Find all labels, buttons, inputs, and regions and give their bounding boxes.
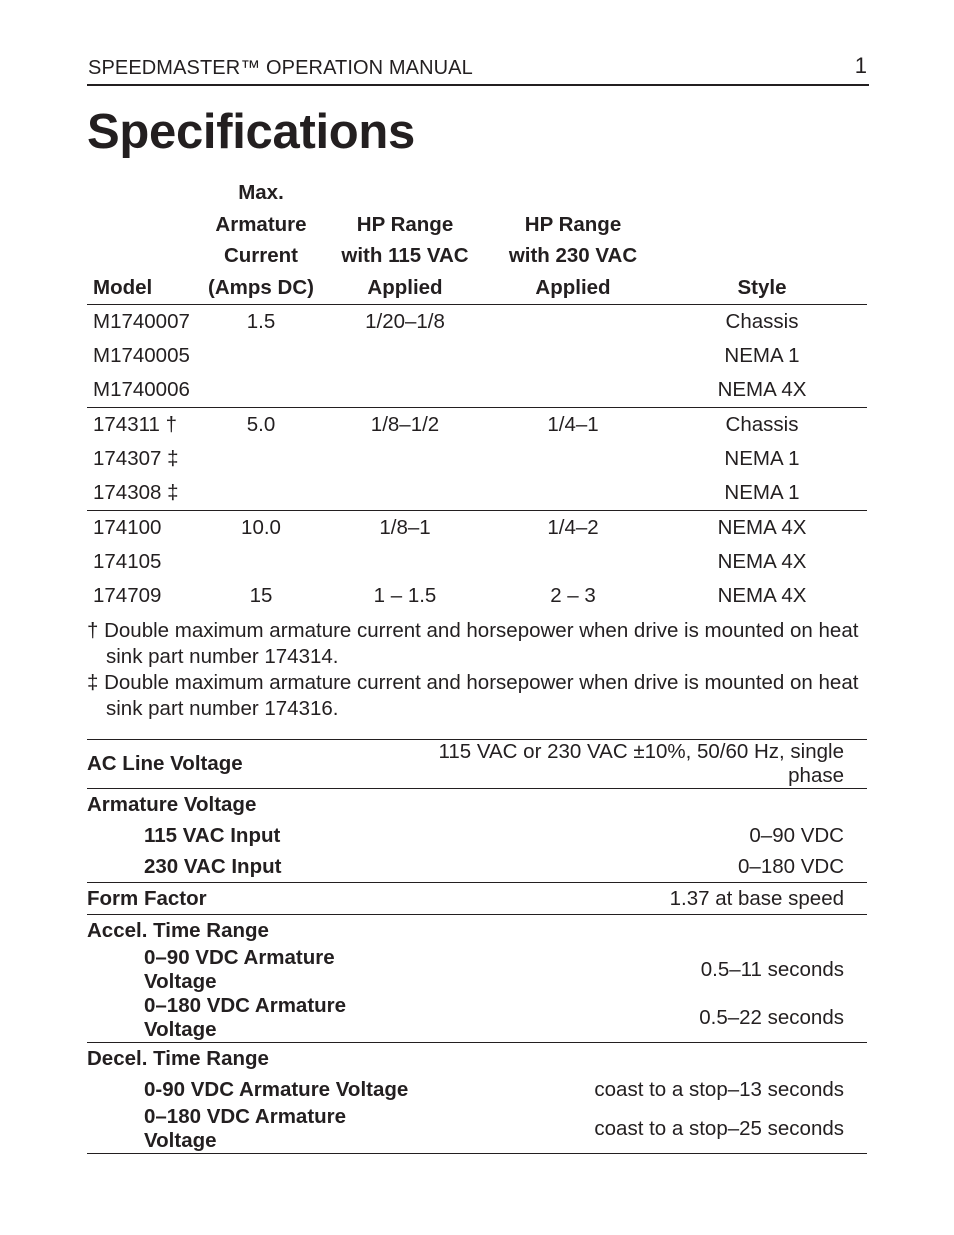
spec-value: 0–180 VDC: [409, 851, 867, 883]
spec-label: Decel. Time Range: [87, 1046, 269, 1070]
cell-hp230: [489, 476, 657, 511]
cell-style: Chassis: [725, 413, 799, 436]
cell-style: NEMA 4X: [717, 584, 807, 607]
page-title: Specifications: [87, 105, 416, 159]
cell-current: 15: [249, 584, 273, 607]
cell-style: NEMA 1: [657, 476, 867, 511]
spec-row: [87, 883, 867, 915]
spec-sublabel: 0–180 VDC Armature Voltage: [87, 1105, 409, 1154]
cell-model: M1740005: [93, 344, 190, 367]
cell-hp230: [489, 373, 657, 408]
table-row: [87, 579, 867, 613]
spec-value: 0–90 VDC: [749, 823, 844, 847]
spec-sublabel: 0–180 VDC Armature Voltage: [87, 994, 409, 1043]
cell-model: M1740007: [93, 310, 190, 333]
cell-hp230: 1/4–1: [547, 413, 599, 436]
spec-row: [87, 915, 867, 947]
cell-hp115: [321, 373, 489, 408]
cell-model: 174709: [93, 584, 162, 607]
cell-hp230: 1/4–2: [547, 516, 599, 539]
spec-row: [87, 789, 867, 821]
spec-label: Armature Voltage: [87, 792, 257, 816]
spec-value: 115 VAC or 230 VAC ±10%, 50/60 Hz, single phase: [409, 740, 867, 789]
cell-hp230: [489, 442, 657, 476]
spec-label: AC Line Voltage: [87, 740, 409, 789]
spec-row: [87, 820, 867, 851]
model-table: [87, 177, 867, 613]
cell-style: Chassis: [725, 310, 799, 333]
cell-current: 10.0: [241, 516, 281, 539]
spec-table: [87, 739, 867, 1154]
col-header-hp230: HP Range with 230 VAC Applied: [489, 177, 657, 305]
model-table-header: [87, 177, 867, 305]
cell-model: 174308 ‡: [87, 476, 201, 511]
spec-sublabel: 0-90 VDC Armature Voltage: [144, 1077, 409, 1101]
cell-current: [201, 442, 321, 476]
cell-hp115: 1/8–1: [379, 516, 431, 539]
cell-current: [201, 545, 321, 579]
footnote-double-dagger: ‡ Double maximum armature current and horsepower when drive is mounted on heat sink part number 174316.: [87, 671, 859, 720]
spec-row: [87, 851, 867, 883]
cell-hp115: [321, 545, 489, 579]
table-row: [87, 442, 867, 476]
cell-hp230: [489, 305, 657, 340]
spec-value: 0.5–22 seconds: [409, 994, 867, 1043]
spec-row: [87, 1043, 867, 1075]
col-header-model: Model: [87, 177, 201, 305]
cell-style: NEMA 1: [724, 344, 800, 367]
spec-value: [409, 1043, 867, 1075]
running-header: [87, 53, 869, 86]
table-row: [87, 373, 867, 408]
page-number: 1: [854, 53, 867, 78]
cell-hp115: [321, 442, 489, 476]
manual-title: SPEEDMASTER™ OPERATION MANUAL: [88, 57, 473, 79]
spec-value: coast to a stop–13 seconds: [594, 1077, 844, 1101]
table-row: [87, 511, 867, 546]
cell-style: NEMA 1: [724, 447, 800, 470]
cell-hp115: 1/20–1/8: [365, 310, 445, 333]
cell-hp115: [321, 476, 489, 511]
spec-value: coast to a stop–25 seconds: [409, 1105, 867, 1154]
table-row: [87, 545, 867, 579]
cell-model: 174100: [93, 516, 162, 539]
table-row: [87, 408, 867, 443]
cell-hp230: [489, 545, 657, 579]
cell-current: [201, 373, 321, 408]
table-row: [87, 476, 867, 511]
col-header-current: Max. Armature Current (Amps DC): [201, 177, 321, 305]
cell-hp230: [489, 339, 657, 373]
cell-model: M1740006: [87, 373, 201, 408]
cell-style: NEMA 4X: [657, 373, 867, 408]
spec-row: [87, 946, 867, 994]
spec-sublabel: 230 VAC Input: [87, 851, 409, 883]
col-header-hp115: HP Range with 115 VAC Applied: [321, 177, 489, 305]
cell-current: 1.5: [246, 310, 276, 333]
spec-row: [87, 1105, 867, 1154]
spec-value: [409, 789, 867, 821]
cell-hp115: 1 – 1.5: [373, 584, 437, 607]
spec-value: [409, 915, 867, 947]
cell-model: 174311 †: [93, 413, 177, 436]
spec-value: 1.37 at base speed: [409, 883, 867, 915]
cell-hp115: [321, 339, 489, 373]
footnote-dagger: † Double maximum armature current and horsepower when drive is mounted on heat sink part number 174314.: [87, 619, 859, 668]
cell-hp230: 2 – 3: [550, 584, 596, 607]
cell-style: NEMA 4X: [717, 550, 807, 573]
spec-sublabel: 0–90 VDC Armature Voltage: [144, 946, 335, 993]
spec-row: [87, 994, 867, 1043]
table-row: [87, 339, 867, 373]
spec-row: [87, 1074, 867, 1105]
cell-model: 174307 ‡: [93, 447, 179, 470]
table-row: [87, 305, 867, 340]
cell-current: [201, 339, 321, 373]
spec-label: Accel. Time Range: [87, 918, 269, 942]
cell-model: 174105: [93, 550, 162, 573]
spec-row: [87, 740, 867, 789]
col-header-style: Style: [657, 177, 867, 305]
cell-hp115: 1/8–1/2: [370, 413, 440, 436]
cell-current: [201, 476, 321, 511]
cell-style: NEMA 4X: [717, 516, 807, 539]
footnotes: [87, 618, 869, 722]
cell-current: 5.0: [246, 413, 276, 436]
spec-value: 0.5–11 seconds: [700, 958, 844, 981]
spec-sublabel: 115 VAC Input: [144, 823, 281, 847]
spec-label: Form Factor: [87, 883, 409, 915]
